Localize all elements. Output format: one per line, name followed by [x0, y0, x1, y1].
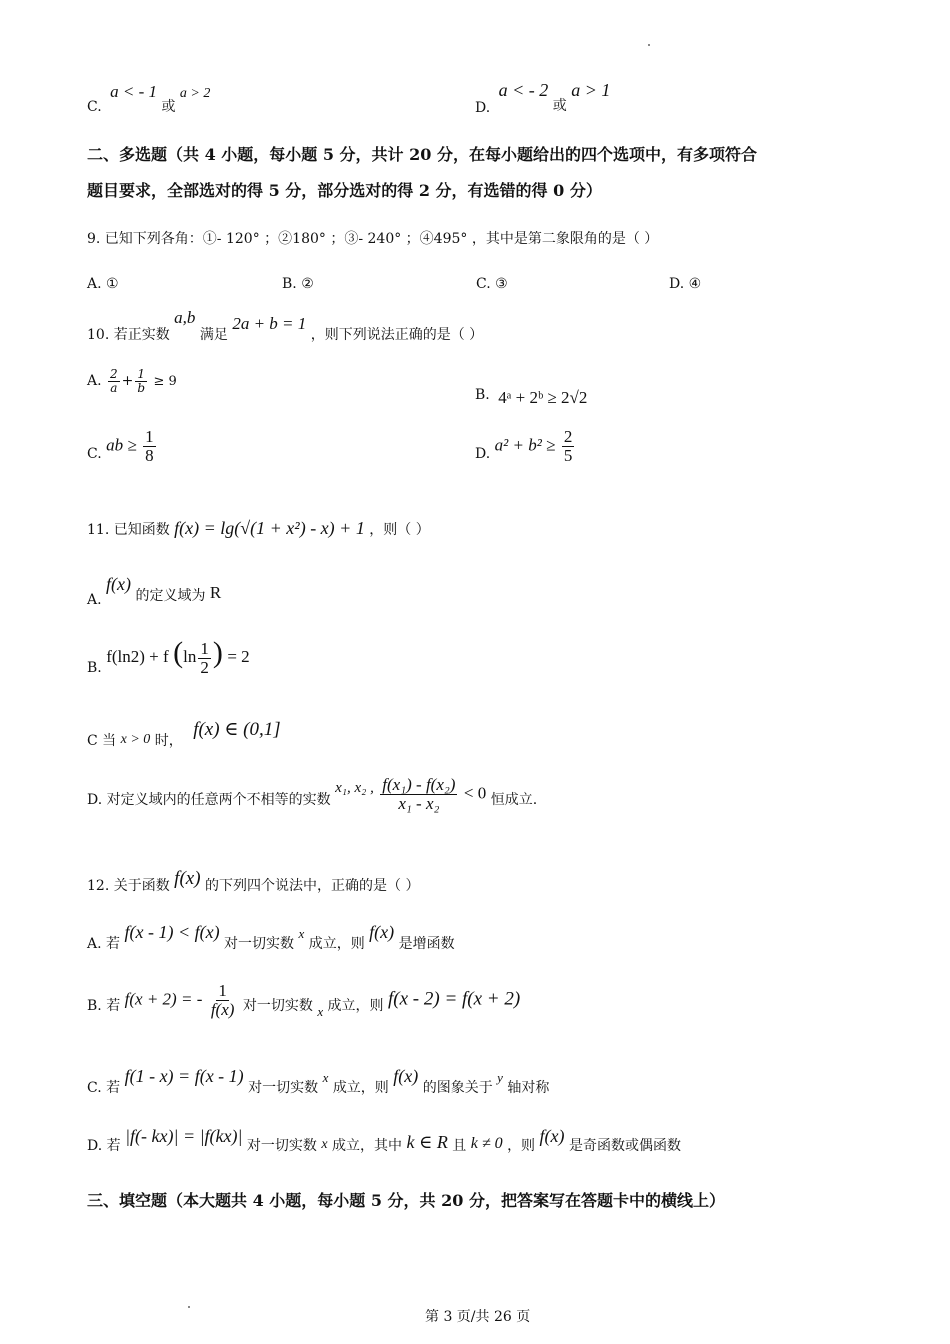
option-c: C. ③	[476, 276, 508, 292]
option-c	[87, 428, 158, 465]
or-text: 或	[552, 98, 567, 114]
stem-text: 对一切实数	[248, 1080, 319, 1096]
section-heading: 二、多选题（共 4 小题，每小题 5 分，共计 20 分，在每小题给出的四个选项中，有多项符合	[87, 145, 757, 164]
option-label: D.	[475, 100, 491, 116]
math-expr: ab ≥	[106, 435, 137, 455]
math-expr: x > 0	[120, 732, 151, 747]
math-expr: f(x)	[393, 1066, 419, 1086]
stem-text: 12. 关于函数	[87, 878, 170, 894]
option-d	[475, 80, 611, 116]
math-expr: a > 2	[179, 86, 211, 101]
math-expr: 2a + b = 1	[232, 314, 307, 333]
paren: )	[212, 636, 223, 669]
stem-text: ，则	[507, 1138, 536, 1154]
question-stem: 9. 已知下列各角：①- 120° ；②180° ；③- 240° ；④495° ，其中是第二象限角的是（ ）	[87, 231, 659, 247]
fraction: $\frac{2}{a}$	[110, 367, 118, 395]
option-label: C.	[87, 99, 102, 115]
option-c	[87, 1066, 550, 1096]
math-expr: f(x) = lg(√(1 + x²) - x) + 1	[174, 518, 365, 538]
stem-text: 且	[452, 1138, 467, 1154]
math-expr: < 0	[463, 783, 487, 803]
stem-text: 是增函数	[398, 936, 455, 952]
math-expr: k ≠ 0	[470, 1135, 503, 1152]
stem-text: 对一切实数	[224, 936, 295, 952]
math-expr: a² + b² ≥	[494, 435, 556, 455]
math-expr: f(x)	[106, 574, 131, 594]
option-label: A.	[87, 592, 102, 608]
stem-text: 成立，则	[308, 936, 365, 952]
math-expr: y	[497, 1070, 503, 1085]
stem-text: 成立，则	[332, 1080, 389, 1096]
fraction: $\frac{1}{2}$	[200, 638, 209, 677]
option-label: B. 若	[87, 998, 121, 1015]
option-d	[87, 1126, 681, 1154]
option-d: D. ④	[669, 276, 702, 292]
math-expr: f(1 - x) = f(x - 1)	[124, 1066, 244, 1086]
fraction: $\frac{2}{5}$	[563, 427, 573, 465]
option-c	[87, 718, 281, 749]
fraction: $\frac{1}{b}$	[137, 367, 146, 395]
stem-text: 对一切实数	[246, 1138, 317, 1154]
math-expr: x	[321, 1137, 328, 1152]
math-expr: f(ln2) + f	[106, 647, 169, 666]
option-d	[87, 776, 537, 813]
math-expr: x	[322, 1070, 329, 1085]
math-expr: f(x - 2) = f(x + 2)	[388, 988, 521, 1010]
or-text: 或	[161, 99, 176, 115]
question-stem	[87, 308, 484, 343]
math-expr: f(x + 2) = -	[124, 989, 203, 1009]
option-d	[475, 428, 576, 465]
math-expr: a,b	[174, 308, 196, 327]
stem-text: 成立，则	[327, 998, 384, 1015]
section-heading: 题目要求，全部选对的得 5 分，部分选对的得 2 分，有选错的得 0 分）	[87, 181, 602, 200]
stem-text: 是奇函数或偶函数	[568, 1138, 681, 1154]
page-footer: 第 3 页/共 26 页	[425, 1309, 531, 1325]
math-expr: a < - 1	[110, 82, 158, 101]
stem-text: 满足	[199, 327, 228, 343]
stem-text: ，则下列说法正确的是（ ）	[310, 327, 484, 343]
stem-text: 10. 若正实数	[87, 327, 170, 343]
option-label: C.	[87, 446, 102, 463]
option-label: B.	[87, 660, 102, 676]
option-label: C. 若	[87, 1080, 121, 1096]
option-label: D.	[475, 446, 491, 463]
math-expr: f(x - 1) < f(x)	[124, 922, 220, 942]
option-label: B.	[475, 387, 490, 403]
section-heading: 三、填空题（本大题共 4 小题，每小题 5 分，共 20 分，把答案写在答题卡中的横线上）	[87, 1191, 725, 1210]
math-expr: f(x)	[539, 1126, 565, 1146]
option-b	[87, 636, 250, 676]
ln-text: ln	[183, 647, 197, 666]
math-expr: x	[298, 926, 305, 941]
stem-text: 成立，其中	[332, 1138, 403, 1154]
stem-text: 恒成立.	[490, 792, 538, 809]
question-stem	[87, 518, 430, 539]
stem-text: 时，	[154, 733, 183, 749]
option-a	[87, 574, 222, 608]
fraction: $\frac{1}{f(x)}$	[210, 981, 235, 1019]
fraction: $\frac{\text{f(x₁) - f(x₂)}}{\text{x₁ - x₂}}$	[382, 775, 456, 813]
math-expr: |f(- kx)| = |f(kx)|	[125, 1126, 243, 1146]
option-b: B. ②	[282, 276, 314, 292]
option-label: D. 对定义域内的任意两个不相等的实数	[87, 792, 331, 809]
stem-text: 的图象关于	[422, 1080, 493, 1096]
fraction: $\frac{1}{8}$	[145, 427, 154, 465]
option-label: A.	[87, 373, 102, 390]
math-expr: x₁, x₂ ,	[335, 780, 374, 797]
option-a: A. $\frac{2}{a}$ + $\frac{1}{b}$ ≥ 9	[87, 367, 177, 395]
math-expr: R	[209, 583, 222, 602]
option-a: A. ①	[87, 276, 119, 292]
math-expr: ≥ 9	[153, 374, 177, 390]
math-expr: f(x)	[369, 922, 395, 942]
math-expr: x	[317, 1004, 324, 1020]
stem-text: 的下列四个说法中，正确的是（ ）	[205, 878, 420, 894]
question-stem	[87, 868, 420, 894]
math-expr: a < - 2	[498, 80, 549, 100]
option-label: C 当	[87, 733, 117, 749]
stem-text: ，则（ ）	[369, 522, 430, 538]
stem-text: 轴对称	[507, 1080, 550, 1096]
scan-dot	[188, 1306, 190, 1308]
option-label: A. 若	[87, 936, 121, 952]
math-expr: 4ᵃ + 2ᵇ ≥ 2√2	[498, 388, 588, 407]
stem-text: 11. 已知函数	[87, 522, 170, 538]
stem-text: 的定义域为	[135, 588, 206, 604]
math-expr: a > 1	[571, 80, 611, 100]
scan-dot	[648, 44, 650, 46]
math-expr: k ∈ R	[406, 1132, 448, 1152]
paren: (	[173, 636, 184, 669]
math-expr: = 2	[227, 647, 250, 666]
option-b	[87, 982, 520, 1019]
option-b	[475, 384, 588, 407]
option-label: D. 若	[87, 1138, 121, 1154]
stem-text: 对一切实数	[242, 998, 313, 1015]
option-a	[87, 922, 455, 952]
option-c	[87, 82, 211, 115]
math-expr: f(x)	[174, 868, 201, 889]
math-expr: f(x) ∈ (0,1]	[193, 719, 281, 740]
